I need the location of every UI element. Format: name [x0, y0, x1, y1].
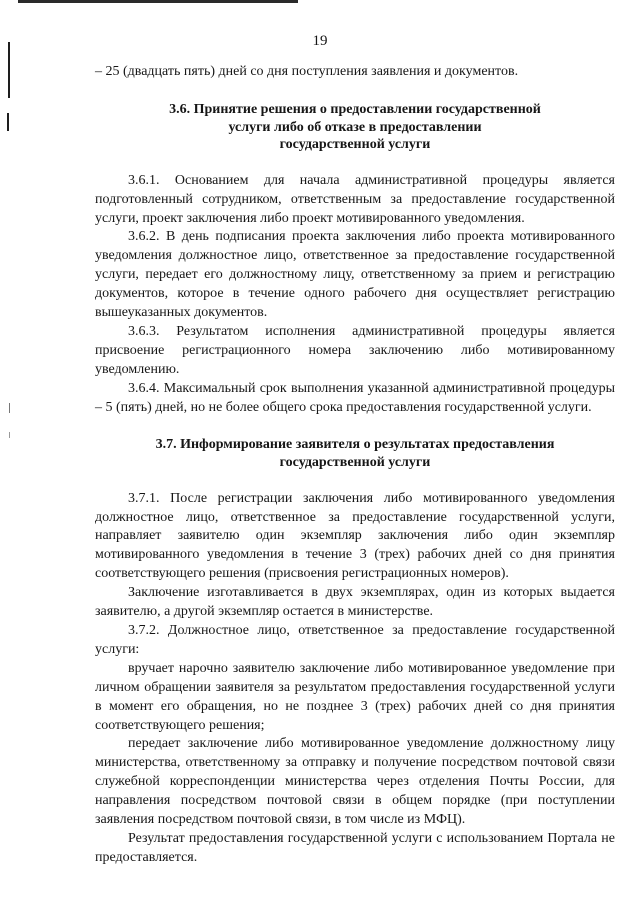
scan-margin-mark — [9, 432, 10, 438]
document-body — [95, 63, 615, 868]
paragraph-hand-delivery: вручает нарочно заявителю заключение либо мотивированное уведомление при личном обращении заявителя за результатом предоставления государственной услуги в момент его обращения, но не позднее 3 (трех) рабочих дней со дня принятия соответствующего решения; — [95, 660, 615, 733]
heading-line: государственной услуги — [279, 137, 431, 153]
lead-line: – 25 (двадцать пять) дней со дня поступления заявления и документов. — [95, 64, 519, 79]
scan-margin-mark — [7, 113, 9, 131]
heading-line: 3.6. Принятие решения о предоставлении государственной — [169, 101, 541, 117]
paragraph-3-6-4: 3.6.4. Максимальный срок выполнения указанной административной процедуры – 5 (пять) дней, но не более общего срока предоставления государственной услуги. — [95, 380, 615, 415]
paragraph-portal: Результат предоставления государственной услуги с использованием Портала не предоставляется. — [95, 830, 615, 865]
paragraph-3-6-3: 3.6.3. Результатом исполнения административной процедуры является присвоение регистрационного номера заключению либо мотивированному уведомлению. — [95, 323, 615, 377]
paragraph-3-6-1: 3.6.1. Основанием для начала административной процедуры является подготовленный сотрудником, ответственным за предоставление государственной услуги, проект заключения либо проект мотивированного уведомления. — [95, 172, 615, 226]
heading-line: услуги либо об отказе в предоставлении — [228, 119, 482, 135]
paragraph-3-7-1: 3.7.1. После регистрации заключения либо мотивированного уведомления должностное лицо, ответственное за предоставление государственной услуги, направляет заявителю один экземпляр заключения либо один экземпляр мотивированного уведомления в течение 3 (трех) рабочих дней со дня принятия соответствующего решения (присвоения регистрационных номеров). — [95, 490, 615, 582]
scan-edge-line — [18, 0, 298, 3]
scan-margin-mark — [9, 403, 10, 413]
heading-line: государственной услуги — [279, 455, 431, 471]
section-heading-3-6 — [95, 101, 615, 154]
paragraph-copies: Заключение изготавливается в двух экземплярах, один из которых выдается заявителю, а другой экземпляр остается в министерстве. — [95, 585, 615, 620]
scan-margin-mark — [8, 42, 10, 98]
heading-line: 3.7. Информирование заявителя о результатах предоставления — [155, 437, 555, 453]
paragraph-postal-delivery: передает заключение либо мотивированное уведомление должностному лицу министерства, ответственному за отправку и получение посредством почтовой связи служебной корреспонденции министерства через отделения Почты России, для направления посредством почтовой связи в общем порядке (при поступлении заявления посредством почтовой связи, в том числе из МФЦ). — [95, 736, 615, 828]
paragraph-3-6-2: 3.6.2. В день подписания проекта заключения либо проекта мотивированного уведомления должностное лицо, ответственное за предоставление государственной услуги, передает его должностному лицу, ответственному за прием и регистрацию документов, которое в течение одного рабочего дня осуществляет регистрацию вышеуказанных документов. — [95, 229, 615, 321]
paragraph-3-7-2: 3.7.2. Должностное лицо, ответственное за предоставление государственной услуги: — [95, 623, 615, 657]
page-number: 19 — [312, 33, 328, 49]
section-heading-3-7 — [95, 436, 615, 471]
